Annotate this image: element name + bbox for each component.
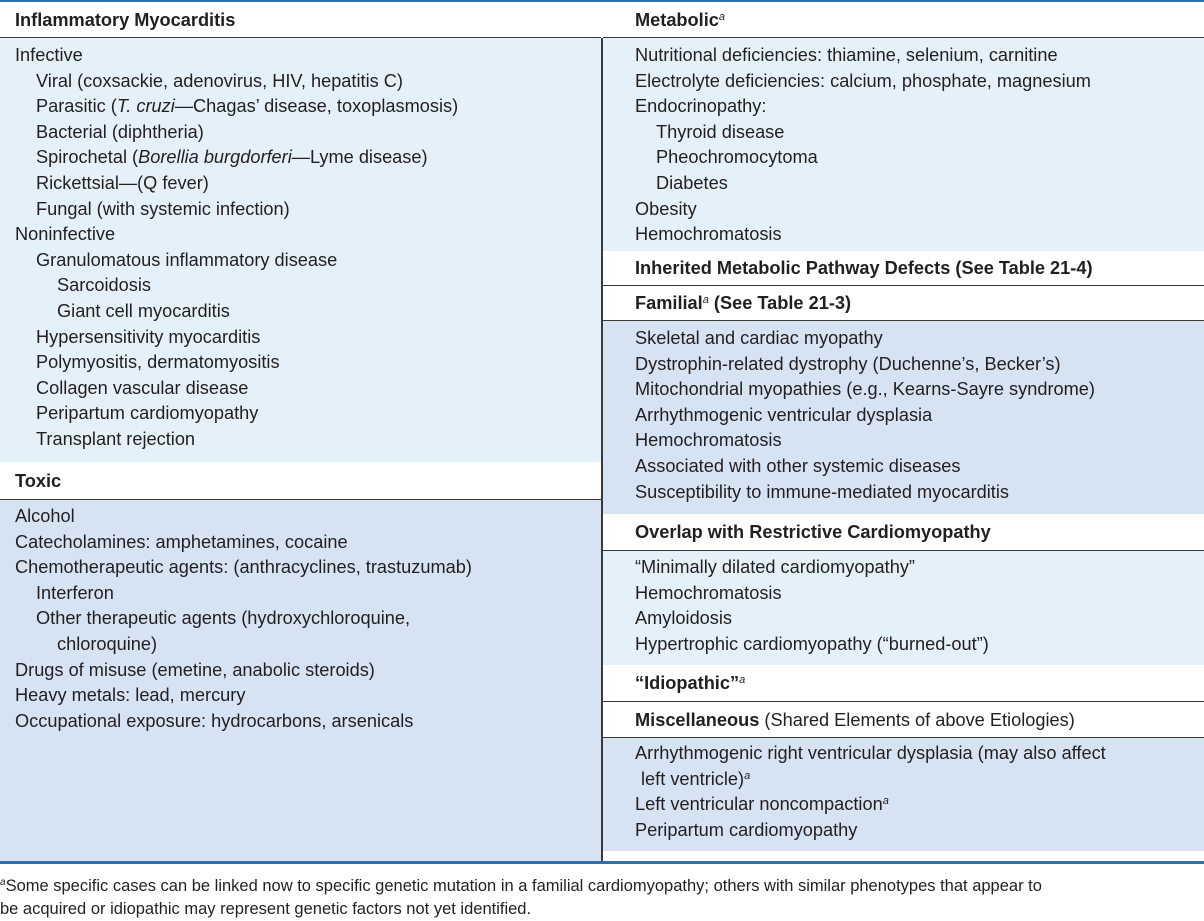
section-body-miscellaneous — [603, 738, 1204, 851]
item-text: Arrhythmogenic right ventricular dysplasia (may also affect — [635, 743, 1106, 763]
item-continuation: chloroquine) — [57, 633, 158, 654]
list-item: Obesity — [635, 198, 697, 219]
footnote-marker: a — [702, 294, 709, 306]
footnote-text: Some specific cases can be linked now to specific genetic mutation in a familial cardiomyopathy; others with similar phenotypes that appear to — [5, 877, 1042, 895]
item-text: left ventricle) — [641, 768, 745, 789]
list-item: Infective — [15, 45, 83, 65]
section-title: Miscellaneous — [635, 710, 760, 730]
left-column — [0, 2, 601, 862]
list-item: Endocrinopathy: — [635, 96, 767, 117]
section-title: “Idiopathic” — [635, 673, 740, 693]
footnote-line-1 — [0, 875, 1204, 898]
item-text: —Lyme disease) — [291, 147, 428, 168]
section-title: Overlap with Restrictive Cardiomyopathy — [635, 522, 991, 542]
list-item: “Minimally dilated cardiomyopathy” — [635, 557, 915, 577]
item-italic-text: T. cruzi — [116, 96, 175, 117]
table-footnote — [0, 875, 1204, 921]
list-item: Dystrophin-related dystrophy (Duchenne’s, Becker’s) — [635, 353, 1061, 374]
list-item: Arrhythmogenic ventricular dysplasia — [635, 404, 933, 425]
list-item: Bacterial (diphtheria) — [36, 121, 204, 142]
item-text: Other therapeutic agents (hydroxychloroquine, — [36, 608, 411, 629]
list-item: Rickettsial—(Q fever) — [36, 172, 209, 193]
footnote-marker: a — [739, 674, 746, 686]
list-item — [603, 792, 1204, 818]
footnote-line-2: be acquired or idiopathic may represent genetic factors not yet identified. — [0, 900, 532, 918]
list-item: Granulomatous inflammatory disease — [36, 249, 338, 270]
list-item — [0, 145, 601, 171]
list-item: Alcohol — [15, 506, 75, 526]
list-item: Transplant rejection — [36, 428, 196, 449]
section-header-familial — [603, 286, 1204, 321]
list-item: Thyroid disease — [656, 121, 785, 142]
item-text: Spirochetal ( — [36, 147, 139, 168]
column-divider — [601, 38, 603, 861]
list-item: Collagen vascular disease — [36, 377, 249, 398]
section-header-inherited — [603, 251, 1204, 286]
item-italic-text: Borellia burgdorferi — [138, 147, 292, 168]
list-item: Polymyositis, dermatomyositis — [36, 352, 280, 373]
list-item: Electrolyte deficiencies: calcium, phosphate, magnesium — [635, 70, 1091, 91]
section-title: Familial — [635, 293, 703, 313]
list-item: Giant cell myocarditis — [57, 300, 230, 321]
section-header-idiopathic — [603, 665, 1204, 702]
section-header-inflammatory — [0, 2, 601, 38]
section-title-suffix: (See Table 21-3) — [708, 293, 852, 313]
section-header-overlap — [603, 514, 1204, 551]
section-title: Toxic — [15, 471, 62, 491]
list-item: Hypersensitivity myocarditis — [36, 326, 261, 347]
section-body-inflammatory — [0, 38, 601, 462]
section-body-familial — [603, 321, 1204, 514]
list-item: Noninfective — [15, 224, 116, 245]
section-header-miscellaneous — [603, 702, 1204, 738]
list-item: Amyloidosis — [635, 608, 733, 629]
footnote-marker: a — [744, 769, 751, 782]
section-body-toxic — [0, 500, 601, 862]
list-item: Hemochromatosis — [635, 582, 782, 603]
list-item: Occupational exposure: hydrocarbons, arsenicals — [15, 710, 414, 731]
section-header-toxic — [0, 462, 601, 500]
section-body-metabolic — [603, 38, 1204, 251]
section-header-metabolic — [603, 2, 1204, 38]
list-item: Hemochromatosis — [635, 224, 782, 245]
section-title: Inflammatory Myocarditis — [15, 10, 236, 30]
list-item: Peripartum cardiomyopathy — [635, 819, 858, 840]
section-body-overlap — [603, 551, 1204, 665]
list-item: Catecholamines: amphetamines, cocaine — [15, 531, 348, 552]
list-item: Peripartum cardiomyopathy — [36, 403, 259, 424]
item-continuation — [635, 767, 1204, 793]
footnote-marker: a — [0, 877, 6, 888]
list-item: Fungal (with systemic infection) — [36, 198, 290, 219]
list-item: Hypertrophic cardiomyopathy (“burned-out”) — [635, 633, 989, 654]
list-item: Diabetes — [656, 172, 728, 193]
list-item: Viral (coxsackie, adenovirus, HIV, hepatitis C) — [36, 70, 403, 91]
right-column — [603, 2, 1204, 851]
list-item — [0, 606, 601, 657]
section-title: Inherited Metabolic Pathway Defects (See Table 21-4) — [635, 258, 1093, 278]
list-item: Heavy metals: lead, mercury — [15, 685, 246, 706]
list-item: Interferon — [36, 582, 114, 603]
list-item: Drugs of misuse (emetine, anabolic steroids) — [15, 659, 375, 680]
list-item — [0, 94, 601, 120]
list-item: Skeletal and cardiac myopathy — [635, 328, 883, 348]
item-text: —Chagas’ disease, toxoplasmosis) — [174, 96, 459, 117]
section-title: Metabolic — [635, 10, 719, 30]
footnote-marker: a — [718, 11, 726, 23]
list-item: Mitochondrial myopathies (e.g., Kearns-Sayre syndrome) — [635, 379, 1095, 400]
item-text: Parasitic ( — [36, 96, 117, 117]
item-text: Left ventricular noncompaction — [635, 794, 883, 815]
table-bottom-rule — [0, 861, 1204, 864]
list-item: Susceptibility to immune-mediated myocarditis — [635, 481, 1009, 502]
list-item: Nutritional deficiencies: thiamine, selenium, carnitine — [635, 45, 1058, 65]
list-item: Pheochromocytoma — [656, 147, 818, 168]
list-item: Hemochromatosis — [635, 430, 782, 451]
footnote-marker: a — [882, 795, 889, 808]
list-item: Associated with other systemic diseases — [635, 455, 961, 476]
list-item: Chemotherapeutic agents: (anthracyclines, trastuzumab) — [15, 557, 472, 578]
list-item — [603, 741, 1204, 792]
list-item: Sarcoidosis — [57, 275, 152, 296]
section-title-suffix: (Shared Elements of above Etiologies) — [759, 710, 1075, 730]
